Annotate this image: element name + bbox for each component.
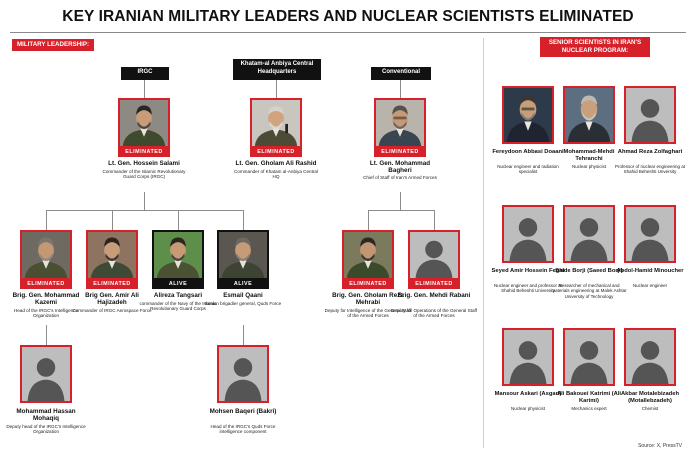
silhouette-photo — [217, 345, 269, 403]
person-silhouette-icon — [626, 330, 674, 384]
person-portrait-icon — [344, 232, 392, 278]
person-portrait-icon — [376, 100, 424, 146]
status-badge: ELIMINATED — [342, 280, 394, 289]
silhouette-photo — [502, 328, 554, 386]
connector-line — [368, 210, 369, 230]
person-silhouette-icon — [410, 232, 458, 278]
connector-line — [144, 80, 145, 98]
branch-tag-conventional: Conventional — [371, 67, 431, 80]
leader-description: Head of the IRGC's Intelligence Organization — [13, 308, 79, 319]
military-section-label: MILITARY LEADERSHIP: — [12, 39, 94, 51]
branch-tag-khatam: Khatam-al Anbiya Central Headquarters — [233, 59, 321, 80]
leader-description: Commander of IRGC Aerospace Force — [72, 308, 152, 313]
scientist-description: Chemist — [641, 406, 659, 411]
portrait-photo — [20, 230, 72, 280]
scientist-name: Ali Bakouei Katrimi (Ali Karimi) — [556, 391, 622, 404]
person-silhouette-icon — [219, 347, 267, 401]
leader-name: Mohammad Hassan Mohaqiq — [16, 408, 76, 422]
leader-description: Chief of Staff of Iran's Armed Forces — [363, 175, 437, 180]
silhouette-photo — [502, 205, 554, 263]
scientist-description: Nuclear engineer — [632, 283, 668, 288]
page-title: KEY IRANIAN MILITARY LEADERS AND NUCLEAR SCIENTISTS ELIMINATED — [62, 8, 634, 25]
connector-line — [178, 210, 179, 230]
connector-line — [368, 210, 434, 211]
status-badge: ALIVE — [217, 280, 269, 289]
status-badge: ELIMINATED — [250, 148, 302, 157]
status-badge: ELIMINATED — [118, 148, 170, 157]
portrait-photo — [374, 98, 426, 148]
connector-line — [243, 325, 244, 345]
section-divider — [483, 38, 484, 448]
leader-description: commander of the Navy of the Islamic Revolutionary Guard Corps — [139, 301, 217, 312]
leader-name: Lt. Gen. Hossein Salami — [108, 160, 180, 167]
scientists-section-label: SENIOR SCIENTISTS IN IRAN'S NUCLEAR PROGRAM: — [540, 37, 650, 57]
connector-line — [400, 80, 401, 98]
portrait-photo — [217, 230, 269, 280]
person-silhouette-icon — [22, 347, 70, 401]
leader-description: Commander of the Islamic Revolutionary Guard Corps (IRGC) — [102, 169, 186, 180]
connector-line — [276, 80, 277, 98]
title-rule — [10, 32, 686, 33]
person-silhouette-icon — [504, 207, 552, 261]
leader-name: Brig. Gen. Mohammad Kazemi — [12, 292, 80, 306]
person-portrait-icon — [219, 232, 267, 278]
portrait-photo — [86, 230, 138, 280]
portrait-photo — [502, 86, 554, 144]
silhouette-photo — [563, 328, 615, 386]
leader-description: Head of the IRGC's Quds Force intelligence component — [210, 424, 276, 435]
connector-line — [400, 192, 401, 210]
status-badge: ALIVE — [152, 280, 204, 289]
silhouette-photo — [624, 86, 676, 144]
person-portrait-icon — [154, 232, 202, 278]
connector-line — [144, 192, 145, 210]
connector-line — [46, 210, 47, 230]
leader-name: Mohsen Baqeri (Bakri) — [209, 408, 277, 415]
portrait-photo — [152, 230, 204, 280]
connector-line — [434, 210, 435, 230]
connector-line — [46, 325, 47, 345]
scientist-description: Nuclear physicist — [510, 406, 545, 411]
leader-name: Esmail Qaani — [223, 292, 263, 299]
scientist-name: Mansour Askari (Asgari) — [494, 391, 562, 397]
scientist-description: Nuclear engineer and professor at Shahid Beheshti University — [493, 283, 563, 294]
silhouette-photo — [20, 345, 72, 403]
scientist-description: Researcher of mechanical and materials engineering at Malek Ashtar University of Technology — [551, 283, 627, 299]
status-badge: ELIMINATED — [374, 148, 426, 157]
leader-description: Deputy for Intelligence of the General Staff of the Armed Forces — [324, 308, 412, 319]
source-credit: Source: X, PressTV — [638, 443, 682, 449]
person-portrait-icon — [504, 88, 552, 142]
scientist-name: Akbar Motalebizadeh (Motallebzadeh) — [621, 391, 679, 404]
scientist-description: Nuclear physicist — [571, 164, 606, 169]
leader-description: Deputy for Operations of the General Staff of the Armed Forces — [391, 308, 477, 319]
scientist-name: Seyed Amir Hossein Feghi — [491, 268, 565, 274]
status-badge: ELIMINATED — [408, 280, 460, 289]
scientist-name: Ahmad Reza Zolfaghari — [617, 149, 683, 155]
leader-name: Brig. Gen. Mehdi Rabani — [397, 292, 471, 299]
scientist-description: Nuclear engineer and radiation specialist — [497, 164, 559, 175]
scientist-description: Professor of nuclear engineering at Shahid Beheshti Unversity — [614, 164, 686, 175]
leader-description: Iranian brigadier general, Quds Force — [204, 301, 282, 306]
scientist-name: Abdol-Hamid Minoucher — [616, 268, 684, 274]
person-portrait-icon — [565, 88, 613, 142]
person-portrait-icon — [22, 232, 70, 278]
person-silhouette-icon — [565, 207, 613, 261]
connector-line — [243, 210, 244, 230]
person-portrait-icon — [88, 232, 136, 278]
leader-name: Brig Gen. Amir Ali Hajizadeh — [85, 292, 139, 306]
scientist-name: Saide Borji (Saeed Borji) — [555, 268, 623, 274]
connector-line — [46, 210, 244, 211]
silhouette-photo — [624, 205, 676, 263]
person-portrait-icon — [120, 100, 168, 146]
connector-line — [112, 210, 113, 230]
portrait-photo — [342, 230, 394, 280]
silhouette-photo — [624, 328, 676, 386]
portrait-photo — [118, 98, 170, 148]
scientist-name: Fereydoon Abbasi Doaani — [492, 149, 564, 155]
status-badge: ELIMINATED — [20, 280, 72, 289]
person-silhouette-icon — [626, 88, 674, 142]
person-portrait-icon — [252, 100, 300, 146]
silhouette-photo — [563, 205, 615, 263]
portrait-photo — [563, 86, 615, 144]
scientist-description: Mechanics expert — [571, 406, 607, 411]
leader-name: Lt. Gen. Mohammad Bagheri — [369, 160, 431, 174]
portrait-photo — [250, 98, 302, 148]
leader-description: Commander of Khatam al-Anbiya Central HQ — [233, 169, 318, 180]
leader-name: Lt. Gen. Gholam Ali Rashid — [235, 160, 317, 167]
leader-name: Brig. Gen. Gholam Reza Mehrabi — [332, 292, 404, 306]
person-silhouette-icon — [504, 330, 552, 384]
leader-name: Alireza Tangsari — [153, 292, 203, 299]
leader-description: Deputy head of the IRGC's Intelligence Organization — [6, 424, 86, 435]
silhouette-photo — [408, 230, 460, 280]
branch-tag-irgc: IRGC — [121, 67, 169, 80]
person-silhouette-icon — [626, 207, 674, 261]
person-silhouette-icon — [565, 330, 613, 384]
status-badge: ELIMINATED — [86, 280, 138, 289]
scientist-name: Mohammad-Mehdi Tehranchi — [563, 149, 615, 162]
